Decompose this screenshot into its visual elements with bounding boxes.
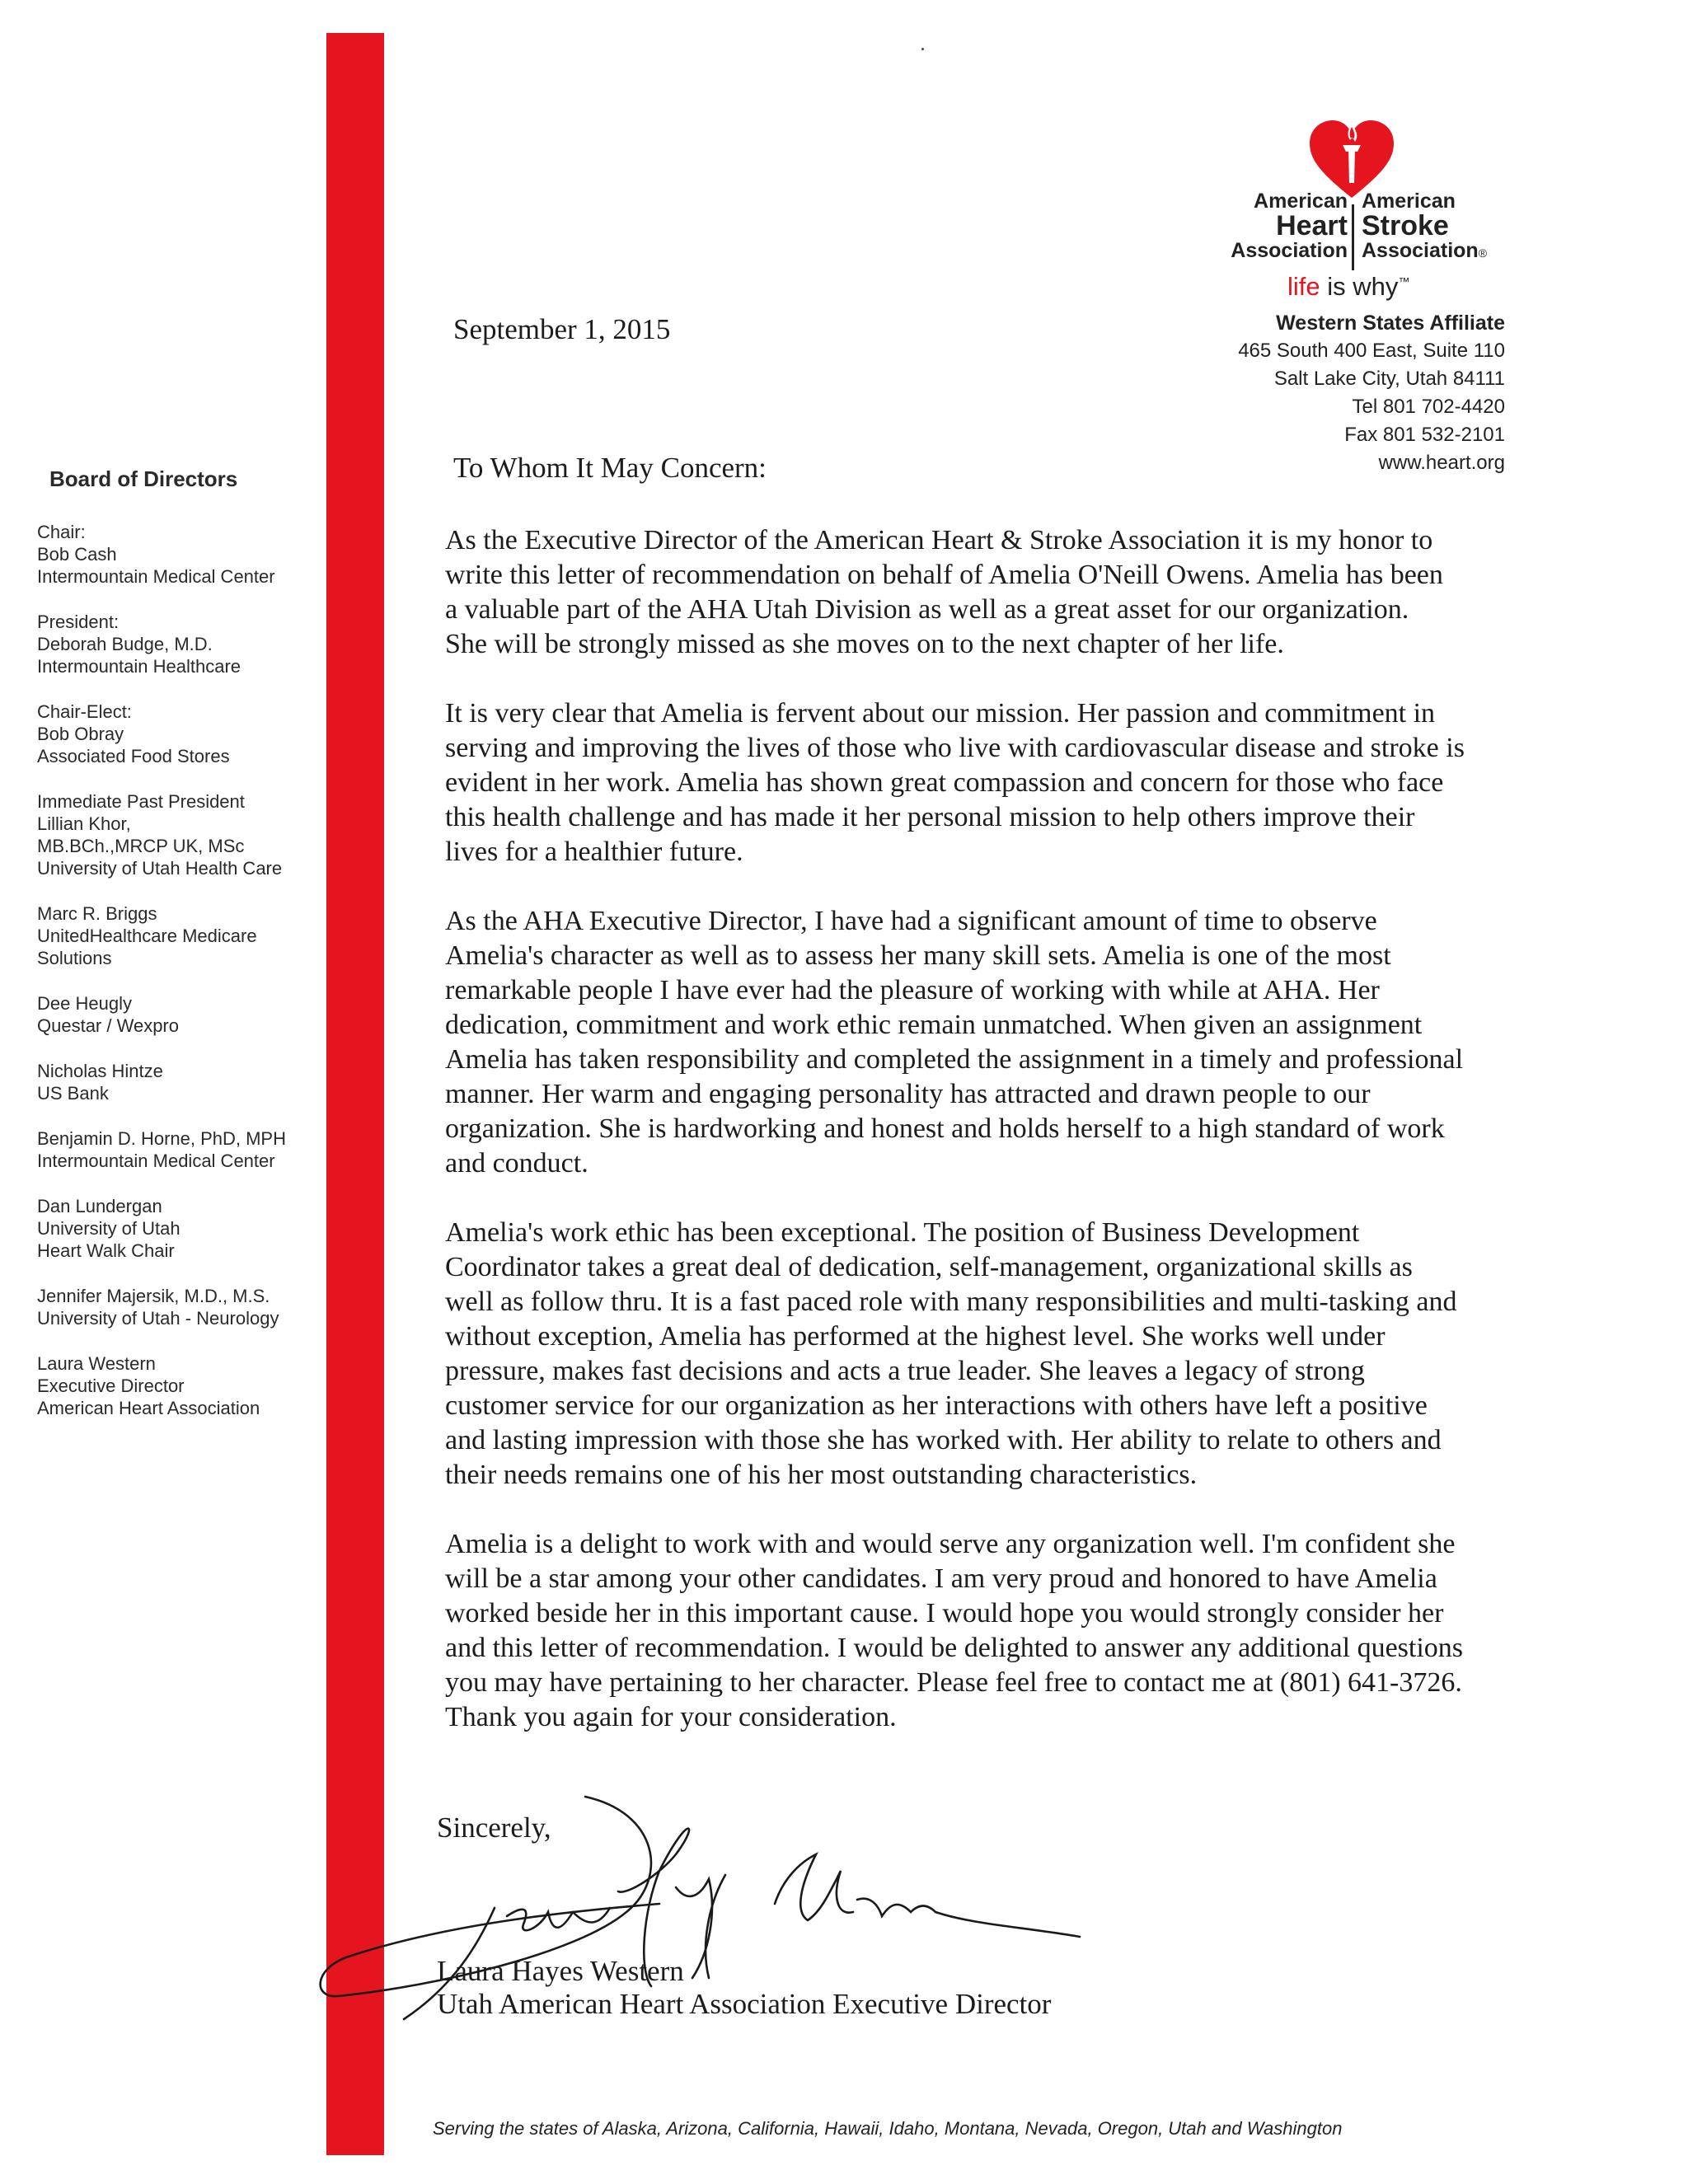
board-member	[37, 992, 317, 1037]
logo-right-top: American	[1362, 190, 1456, 213]
board-member-line: University of Utah	[37, 1218, 181, 1239]
body-line: you may have pertaining to her character. Please feel free to contact me at (801) 641-3726.	[445, 1667, 1462, 1698]
body-line: serving and improving the lives of those who live with cardiovascular disease and stroke is	[445, 733, 1465, 763]
address-fax: Fax 801 532-2101	[1344, 424, 1505, 446]
body-paragraph	[445, 1527, 1550, 1735]
board-member-line: Laura Western	[37, 1353, 156, 1374]
tagline-life: life	[1287, 272, 1320, 301]
logo-left-big: Heart	[1276, 210, 1348, 241]
body-line: pressure, makes fast decisions and acts a true leader. She leaves a legacy of strong	[445, 1356, 1365, 1386]
body-line: Thank you again for your consideration.	[445, 1702, 897, 1732]
board-member	[37, 1195, 317, 1262]
letter-body	[445, 523, 1550, 1769]
body-line: As the AHA Executive Director, I have had a significant amount of time to observe	[445, 906, 1377, 936]
signer-name: Laura Hayes Western	[437, 1955, 684, 1987]
body-line: Amelia is a delight to work with and would serve any organization well. I'm confident she	[445, 1529, 1456, 1559]
affiliate-address	[1238, 309, 1505, 477]
body-paragraph	[445, 1216, 1550, 1493]
body-line: lives for a healthier future.	[445, 837, 743, 867]
heart-association-wordmark	[1231, 190, 1348, 262]
address-city: Salt Lake City, Utah 84111	[1273, 368, 1505, 390]
board-member	[37, 1060, 317, 1104]
body-line: She will be strongly missed as she moves on to the next chapter of her life.	[445, 629, 1284, 659]
body-line: this health challenge and has made it her personal mission to help others improve their	[445, 802, 1415, 832]
address-street: 465 South 400 East, Suite 110	[1238, 340, 1505, 362]
board-member-line: Dan Lundergan	[37, 1196, 162, 1216]
body-line: customer service for our organization as her interactions with others have left a positive	[445, 1390, 1428, 1421]
body-line: write this letter of recommendation on behalf of Amelia O'Neill Owens. Amelia has been	[445, 560, 1443, 590]
board-member-line: Heart Walk Chair	[37, 1240, 175, 1261]
body-paragraph	[445, 904, 1550, 1181]
affiliate-name: Western States Affiliate	[1276, 312, 1505, 335]
body-line: manner. Her warm and engaging personality has attracted and drawn people to our	[445, 1079, 1371, 1109]
board-member-line: UnitedHealthcare Medicare	[37, 926, 257, 946]
body-line: and this letter of recommendation. I would be delighted to answer any additional questions	[445, 1633, 1464, 1663]
board-member-line: Chair:	[37, 522, 86, 542]
board-member	[37, 1285, 317, 1329]
body-line: organization. She is hardworking and honest and holds herself to a high standard of work	[445, 1113, 1445, 1144]
body-line: It is very clear that Amelia is fervent about our mission. Her passion and commitment in	[445, 698, 1436, 729]
board-member-line: Associated Food Stores	[37, 746, 230, 766]
trademark-mark: ™	[1398, 274, 1410, 288]
board-member-line: Immediate Past President	[37, 791, 245, 812]
letter-closing: Sincerely,	[437, 1811, 551, 1844]
board-member	[37, 701, 317, 767]
board-member-line: Benjamin D. Horne, PhD, MPH	[37, 1128, 286, 1149]
body-line: without exception, Amelia has performed at the highest level. She works well under	[445, 1321, 1386, 1352]
address-web: www.heart.org	[1378, 452, 1505, 474]
board-member-line: Solutions	[37, 948, 112, 968]
body-line: remarkable people I have ever had the pleasure of working with while at AHA. Her	[445, 975, 1380, 1005]
body-line: a valuable part of the AHA Utah Division as well as a great asset for our organization.	[445, 594, 1409, 625]
board-member-line: University of Utah - Neurology	[37, 1308, 279, 1329]
body-line: evident in her work. Amelia has shown great compassion and concern for those who face	[445, 767, 1444, 798]
board-of-directors-list	[37, 521, 317, 1442]
board-member	[37, 790, 317, 879]
body-line: As the Executive Director of the American Heart & Stroke Association it is my honor to	[445, 525, 1433, 555]
board-member-line: Deborah Budge, M.D.	[37, 634, 213, 654]
board-member-line: US Bank	[37, 1083, 109, 1104]
logo-left-top: American	[1254, 190, 1348, 213]
letter-date: September 1, 2015	[453, 313, 671, 345]
tagline-rest: is why	[1320, 272, 1399, 301]
logo-right-bottom: Association	[1362, 239, 1479, 262]
board-member-line: Marc R. Briggs	[37, 903, 157, 924]
body-paragraph	[445, 523, 1550, 662]
address-tel: Tel 801 702-4420	[1352, 396, 1505, 418]
board-member-line: Dee Heugly	[37, 993, 132, 1014]
body-line: and lasting impression with those she has worked with. Her ability to relate to others and	[445, 1425, 1442, 1455]
body-line: well as follow thru. It is a fast paced role with many responsibilities and multi-tasking and	[445, 1286, 1457, 1317]
board-member-line: MB.BCh.,MRCP UK, MSc	[37, 836, 245, 856]
body-line: Amelia has taken responsibility and completed the assignment in a timely and professional	[445, 1044, 1464, 1075]
board-member	[37, 611, 317, 677]
logo-right-big: Stroke	[1362, 210, 1449, 241]
body-line: Amelia's character as well as to assess her many skill sets. Amelia is one of the most	[445, 940, 1391, 971]
signer-title: Utah American Heart Association Executive Director	[437, 1988, 1052, 2020]
scan-speck	[921, 48, 924, 50]
board-member-line: American Heart Association	[37, 1398, 260, 1418]
body-line: worked beside her in this important cause. I would hope you would strongly consider her	[445, 1598, 1444, 1629]
board-member-line: President:	[37, 612, 120, 632]
board-member-line: University of Utah Health Care	[37, 858, 283, 879]
body-line: and conduct.	[445, 1148, 588, 1179]
board-member	[37, 1352, 317, 1419]
letter-salutation: To Whom It May Concern:	[453, 452, 767, 484]
stroke-association-wordmark	[1362, 190, 1487, 265]
logo-divider	[1352, 204, 1354, 270]
body-paragraph	[445, 696, 1550, 869]
board-member-line: Executive Director	[37, 1376, 185, 1396]
footer-served-states: Serving the states of Alaska, Arizona, California, Hawaii, Idaho, Montana, Nevada, Oregon, Utah and Washington	[433, 2118, 1343, 2139]
board-member-line: Chair-Elect:	[37, 701, 132, 722]
board-member-line: Jennifer Majersik, M.D., M.S.	[37, 1286, 270, 1306]
board-member-line: Bob Obray	[37, 724, 124, 744]
board-member-line: Bob Cash	[37, 544, 117, 565]
logo-left-bottom: Association	[1231, 239, 1348, 262]
tagline	[1287, 272, 1409, 302]
body-line: dedication, commitment and work ethic remain unmatched. When given an assignment	[445, 1010, 1423, 1040]
board-member-line: Questar / Wexpro	[37, 1015, 179, 1036]
board-member	[37, 902, 317, 969]
board-member-line: Lillian Khor,	[37, 813, 131, 834]
body-line: their needs remains one of his her most outstanding characteristics.	[445, 1460, 1198, 1490]
board-member-line: Intermountain Healthcare	[37, 656, 241, 677]
registered-mark: ®	[1478, 246, 1488, 260]
body-line: will be a star among your other candidates. I am very proud and honored to have Amelia	[445, 1563, 1437, 1594]
board-member	[37, 521, 317, 588]
board-member	[37, 1127, 317, 1172]
board-member-line: Nicholas Hintze	[37, 1061, 163, 1081]
board-member-line: Intermountain Medical Center	[37, 1151, 275, 1171]
body-line: Coordinator takes a great deal of dedication, self-management, organizational skills as	[445, 1252, 1413, 1282]
board-member-line: Intermountain Medical Center	[37, 566, 275, 587]
body-line: Amelia's work ethic has been exceptional. The position of Business Development	[445, 1217, 1360, 1248]
board-of-directors-title: Board of Directors	[49, 466, 238, 491]
